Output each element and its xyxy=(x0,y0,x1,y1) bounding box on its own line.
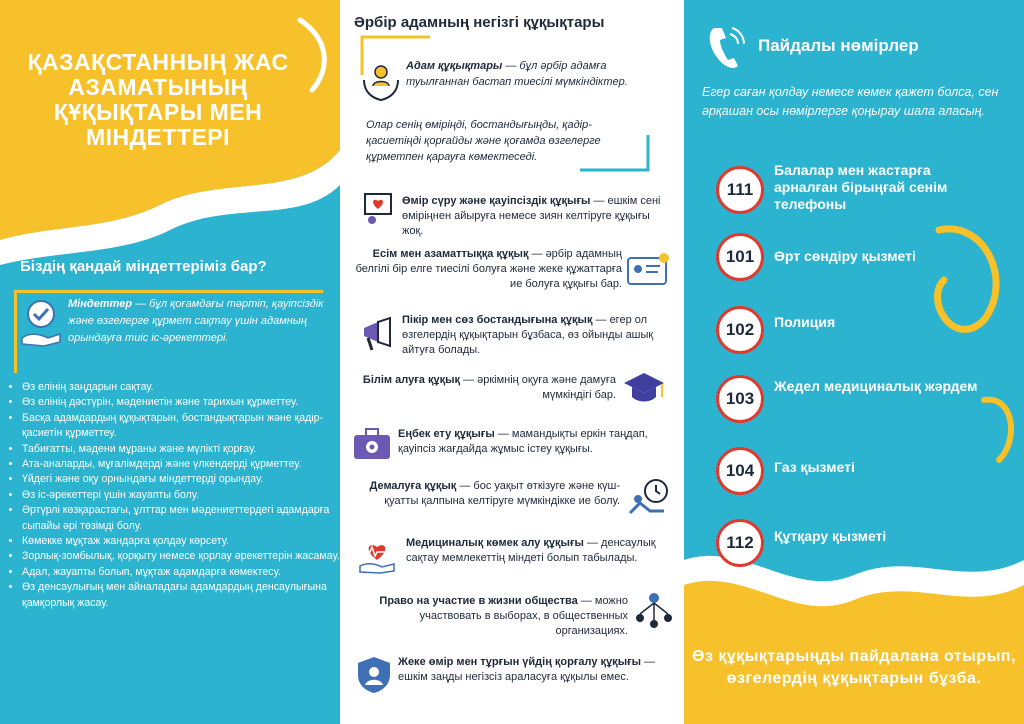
intro-term: Адам құқықтары xyxy=(406,60,503,72)
list-item: • Өз елінің дәстүрін, мәдениетін және тарихын құрметтеу. xyxy=(22,395,340,410)
right-speech: Пікір мен сөз бостандығына құқық — егер ол өзгелердің құқықтарын бұзбаса, өз ойынды ашық айтуға болады. xyxy=(402,314,654,356)
right-education: Білім алуға құқық — әркімнің оқуға және дамуға мүмкіндігі бар. xyxy=(362,374,616,401)
phone-number-111[interactable]: 111 xyxy=(716,166,764,214)
phone-label-104: Газ қызметі xyxy=(774,459,855,475)
duties-heading: Біздің қандай міндеттеріміз бар? xyxy=(20,258,267,275)
phone-icon xyxy=(706,24,746,72)
right-medical: Медициналық көмек алу құқығы — денсаулық сақтау мемлекеттің міндеті болып табылады. xyxy=(406,537,656,564)
medical-hand-heart-icon xyxy=(358,538,396,574)
right-participation: Право на участие в жизни общества — можно участвовать в выборах, в общественных организациях. xyxy=(379,595,628,637)
heart-presentation-icon xyxy=(362,192,396,228)
id-card-icon xyxy=(626,252,670,286)
intro-explanation: Олар сенің өміріңді, бостандығыңды, қадір-қасиетіңді қорғайды және қоғамда өзгелерге құрметпен қарауға көмектеседі. xyxy=(366,119,601,163)
list-item: • Өз денсаулығың мен айналадағы адамдардың денсаулығына қамқорлық жасау. xyxy=(22,580,340,611)
duties-list xyxy=(8,380,340,611)
list-item: • Табиғатты, мәдени мұраны және мүлікті қорғау. xyxy=(22,442,340,457)
phone-label-103: Жедел медициналық жәрдем xyxy=(774,378,978,394)
list-item: • Ата-аналарды, мұғалімдерді және үлкендерді құрметтеу. xyxy=(22,457,340,472)
list-item: • Өз іс-әрекеттері үшін жауапты болу. xyxy=(22,488,340,503)
list-item: • Зорлық-зомбылық, қорқыту немесе қорлау әрекеттерін жасамау. xyxy=(22,549,340,564)
graduation-cap-icon xyxy=(622,371,666,405)
right-panel xyxy=(684,0,1024,724)
rights-title: Әрбір адамның негізгі құқықтары xyxy=(354,14,605,31)
list-item: • Басқа адамдардың құқықтарын, бостандықтарын және қадір-қасиетін құрметтеу. xyxy=(22,411,340,442)
briefcase-gear-icon xyxy=(352,427,392,461)
middle-panel xyxy=(340,0,684,724)
duty-definition xyxy=(68,296,324,347)
left-panel xyxy=(0,0,340,724)
hands-person-icon xyxy=(362,62,400,102)
intro-definition xyxy=(406,58,666,90)
phone-label-102: Полиция xyxy=(774,314,836,330)
phone-number-104[interactable]: 104 xyxy=(716,447,764,495)
numbers-intro: Егер саған қолдау немесе көмек қажет болса, сен әрқашан осы нөмірлерге қоңырау шала аласың. xyxy=(702,85,999,118)
phone-label-111: Балалар мен жастарға арналған бірыңғай сенім телефоны xyxy=(774,162,948,212)
privacy-shield-icon xyxy=(356,655,392,695)
numbers-title: Пайдалы нөмірлер xyxy=(758,36,919,55)
megaphone-icon xyxy=(360,316,396,354)
list-item: • Өз елінің заңдарын сақтау. xyxy=(22,380,340,395)
list-item: • Көмекке мұқтаж жандарға қолдау көрсету. xyxy=(22,534,340,549)
right-privacy: Жеке өмір мен тұрғын үйдің қорғалу құқығы — ешкім заңды негізсіз араласуға құқылы емес. xyxy=(398,656,656,683)
duty-def: — бұл қоғамдағы тәртіп, қауіпсіздік және өзгелерге құрмет сақтау үшін адамның орындауға тиіс іс-әрекеттері. xyxy=(68,298,324,344)
list-item: • Адал, жауапты болып, мұқтаж адамдарға көмектесу. xyxy=(22,565,340,580)
right-name: Есім мен азаматтыққа құқық — әрбір адамның белгілі бір елге тиесілі болуға және жеке құжаттарға ие болуға құқығы бар. xyxy=(355,248,622,290)
main-title: ҚАЗАҚСТАННЫҢ ЖАС АЗАМАТЫНЫҢ ҚҰҚЫҚТАРЫ МЕН МІНДЕТТЕРІ xyxy=(27,49,289,150)
duty-term: Міндеттер xyxy=(68,298,133,310)
right-rest: Демалуға құқық — бос уақыт өткізуге және күш-қуатты қалпына келтіруге мүмкіндікке ие болу. xyxy=(369,480,620,507)
phone-number-102[interactable]: 102 xyxy=(716,306,764,354)
right-work: Еңбек ету құқығы — мамандықты еркін таңдап, қауіпсіз жағдайда жұмыс істеу құқығы. xyxy=(398,428,648,455)
phone-number-112[interactable]: 112 xyxy=(716,519,764,567)
phone-number-101[interactable]: 101 xyxy=(716,233,764,281)
checkmark-hand-icon xyxy=(20,298,62,348)
phone-label-101: Өрт сөндіру қызметі xyxy=(774,248,916,264)
right-life: Өмір сүру және қауіпсіздік құқығы — ешкім сені өміріңнен айыруға немесе зиян келтіруге құқығы жоқ. xyxy=(402,195,661,237)
intro-def: — бұл әрбір адамға туылғаннан бастап тиесілі мүмкіндіктер. xyxy=(406,60,628,88)
phone-number-103[interactable]: 103 xyxy=(716,375,764,423)
phone-label-112: Құтқару қызметі xyxy=(774,528,887,544)
list-item: • Үйдегі және оқу орнындағы міндеттерді орындау. xyxy=(22,472,340,487)
list-item: • Әртүрлі көзқарастағы, ұлттар мен мәдениеттердегі адамдарға сыпайы әрі төзімді болу. xyxy=(22,503,340,534)
footer-slogan: Өз құқықтарыңды пайдалана отырып, өзгелердің құқықтарын бұзба. xyxy=(692,648,1016,687)
rest-clock-icon xyxy=(628,477,670,519)
community-network-icon xyxy=(634,590,674,630)
